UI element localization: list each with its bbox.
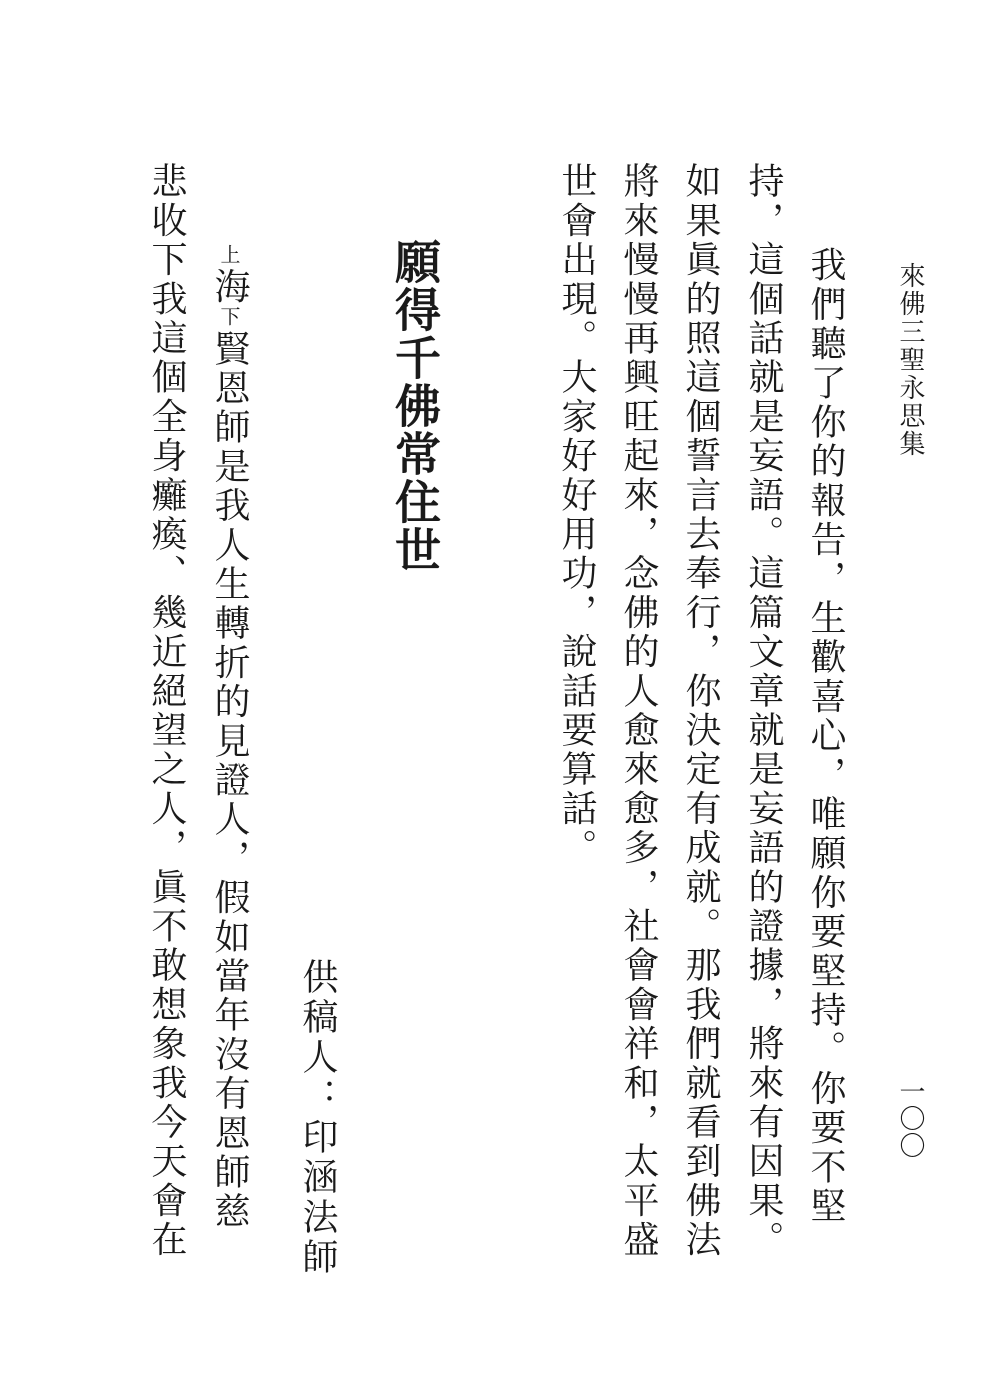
article2-title: 願得千佛常住世: [388, 238, 442, 574]
book-title: 來佛三聖永思集: [895, 262, 925, 458]
article1-line-1: 我們聽了你的報告，生歡喜心，唯願你要堅持。你要不堅: [805, 246, 846, 1226]
article1-line-4: 將來慢慢再興旺起來，念佛的人愈來愈多，社會會祥和，太平盛: [618, 162, 659, 1260]
interlinear-mark-top: 上: [217, 244, 241, 268]
page-number: 一〇〇: [895, 1078, 925, 1159]
article1-line-5: 世會出現。大家好好用功，說話要算話。: [556, 162, 597, 868]
article2-line-2: 悲收下我這個全身癱瘓、幾近絕望之人，眞不敢想象我今天會在: [146, 162, 187, 1260]
contributor-credit: 供稿人：印涵法師: [297, 958, 338, 1278]
article2-line-1: [204, 244, 255, 1231]
article2-line-1-text: 賢恩師是我人生轉折的見證人，假如當年沒有恩師慈: [209, 329, 250, 1232]
article1-line-3: 如果眞的照這個誓言去奉行，你決定有成就。那我們就看到佛法: [680, 162, 721, 1260]
article1-line-2: 持，這個話就是妄語。這篇文章就是妄語的證據，將來有因果。: [743, 162, 784, 1260]
interlinear-mark-bottom: 下: [217, 306, 241, 330]
article2-line-1-char: 海: [209, 267, 250, 307]
